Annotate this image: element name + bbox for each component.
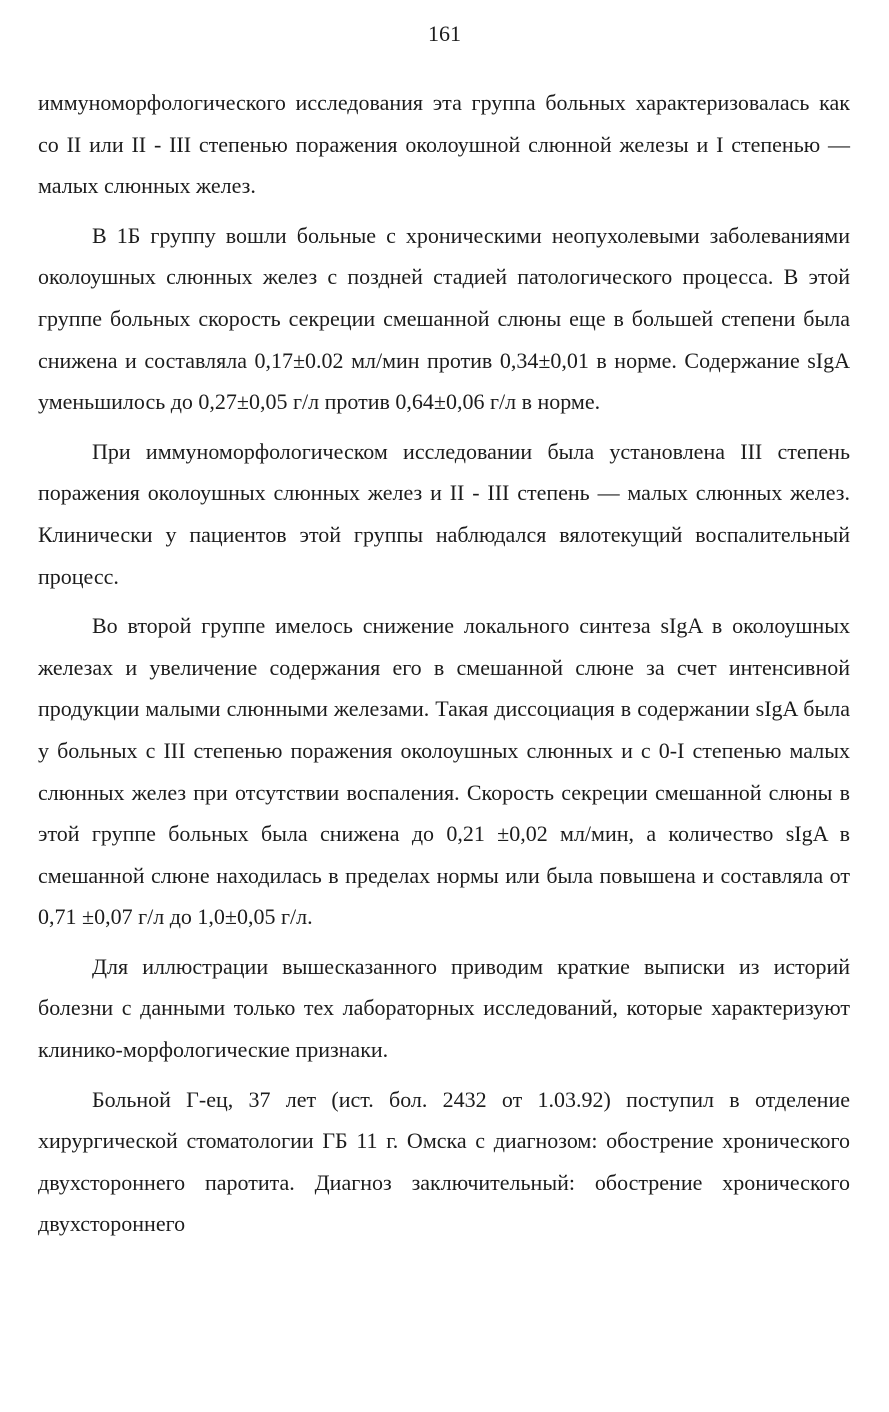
document-body: [38, 82, 850, 1245]
paragraph-illustration: Для иллюстрации вышесказанного приводим краткие выписки из историй болезни с данными только тех лабораторных исследований, которые характеризуют клинико-морфологические признаки.: [38, 953, 850, 1063]
page-number: 161: [428, 21, 461, 46]
paragraph-continuation: иммуноморфологического исследования эта группа больных характеризовалась как со II или II - III степенью поражения околоушной слюнной железы и I степенью — малых слюнных желез.: [38, 90, 850, 199]
paragraph-immunomorphology: При иммуноморфологическом исследовании была установлена III степень поражения околоушных слюнных желез и II - III степень — малых слюнных желез. Клинически у пациентов этой группы наблюдался вялотекущий воспалительный процесс.: [38, 438, 850, 589]
paragraph-group-1b: В 1Б группу вошли больные с хроническими неопухолевыми заболеваниями околоушных слюнных желез с поздней стадией патологического процесса. В этой группе больных скорость секреции смешанной слюны еще в большей степени была снижена и составляла 0,17±0.02 мл/мин против 0,34±0,01 в норме. Содержание sIgA уменьшилось до 0,27±0,05 г/л против 0,64±0,06 г/л в норме.: [38, 222, 850, 415]
paragraph-case-history: Больной Г-ец, 37 лет (ист. бол. 2432 от 1.03.92) поступил в отделение хирургической стоматологии ГБ 11 г. Омска с диагнозом: обострение хронического двухстороннего паротита. Диагноз заключительный: обострение хронического двухстороннего: [38, 1086, 850, 1237]
paragraph-second-group: Во второй группе имелось снижение локального синтеза sIgA в околоушных железах и увеличение содержания его в смешанной слюне за счет интенсивной продукции малыми слюнными железами. Такая диссоциация в содержании sIgA была у больных с III степенью поражения околоушных слюнных и с 0-I степенью малых слюнных желез при отсутствии воспаления. Скорость секреции смешанной слюны в этой группе больных была снижена до 0,21 ±0,02 мл/мин, а количество sIgA в смешанной слюне находилась в пределах нормы или была повышена и составляла от 0,71 ±0,07 г/л до 1,0±0,05 г/л.: [38, 613, 850, 930]
